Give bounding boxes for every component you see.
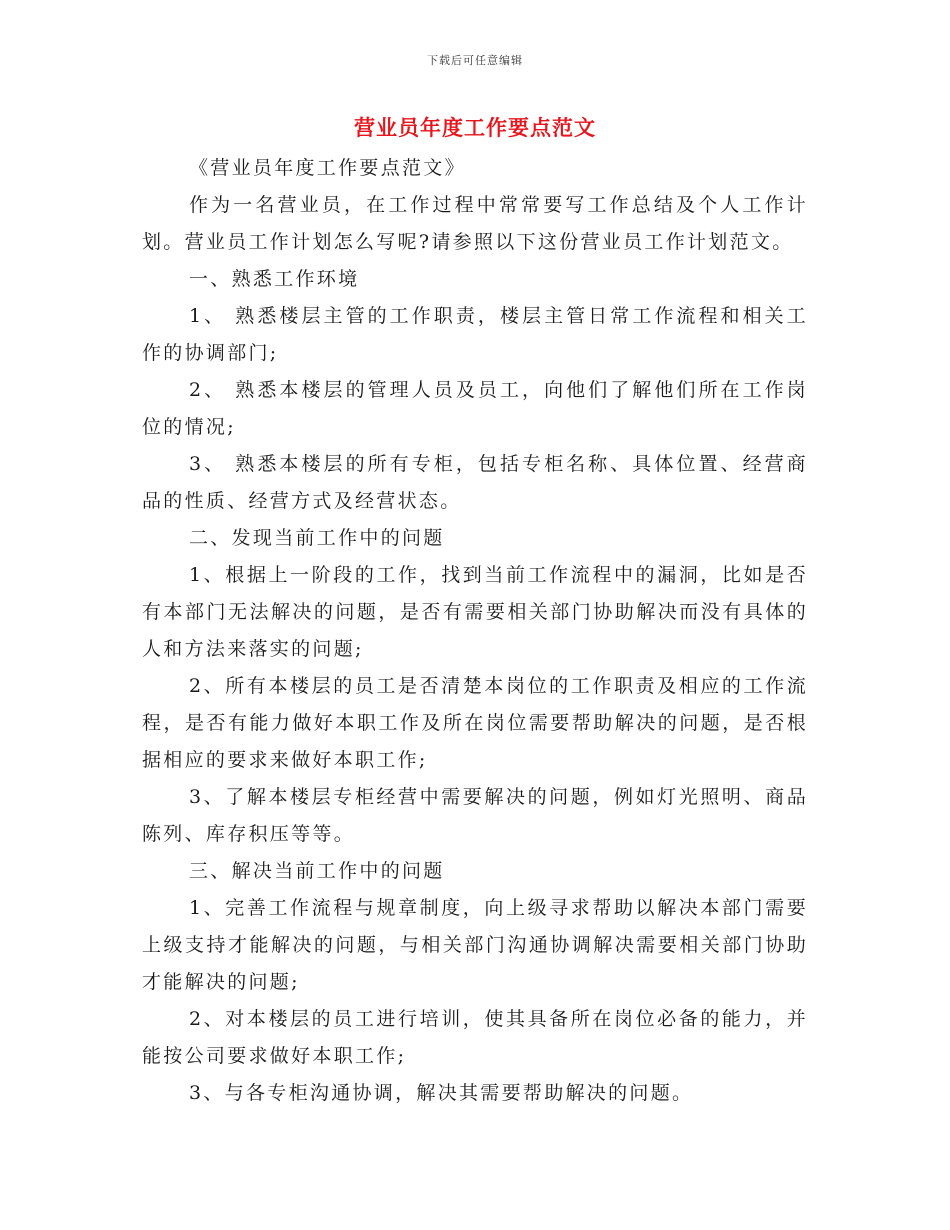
paragraph-3-2: 2、对本楼层的员工进行培训，使其具备所在岗位必备的能力，并能按公司要求做好本职工作; bbox=[142, 1008, 808, 1067]
document-body bbox=[142, 150, 808, 1112]
section-heading-1: 一、熟悉工作环境 bbox=[189, 268, 360, 290]
section-heading-2: 二、发现当前工作中的问题 bbox=[189, 527, 445, 549]
paragraph-3-1: 1、完善工作流程与规章制度，向上级寻求帮助以解决本部门需要上级支持才能解决的问题，与相关部门沟通协调解决需要相关部门协助才能解决的问题; bbox=[142, 897, 808, 993]
section-heading-3: 三、解决当前工作中的问题 bbox=[189, 860, 445, 882]
paragraph-1-1: 1、 熟悉楼层主管的工作职责，楼层主管日常工作流程和相关工作的协调部门; bbox=[142, 305, 808, 364]
paragraph-1-3: 3、 熟悉本楼层的所有专柜，包括专柜名称、具体位置、经营商品的性质、经营方式及经营状态。 bbox=[142, 453, 808, 512]
paragraph-2-2: 2、所有本楼层的员工是否清楚本岗位的工作职责及相应的工作流程，是否有能力做好本职工作及所在岗位需要帮助解决的问题，是否根据相应的要求来做好本职工作; bbox=[142, 675, 808, 771]
document-title: 营业员年度工作要点范文 bbox=[354, 115, 596, 140]
paragraph-3-3: 3、与各专柜沟通协调，解决其需要帮助解决的问题。 bbox=[189, 1082, 694, 1104]
paragraph-1-2: 2、 熟悉本楼层的管理人员及员工，向他们了解他们所在工作岗位的情况; bbox=[142, 379, 808, 438]
paragraph-intro: 作为一名营业员，在工作过程中常常要写工作总结及个人工作计划。营业员工作计划怎么写呢?请参照以下这份营业员工作计划范文。 bbox=[142, 194, 808, 253]
paragraph-source-title: 《营业员年度工作要点范文》 bbox=[189, 157, 466, 179]
paragraph-2-3: 3、了解本楼层专柜经营中需要解决的问题，例如灯光照明、商品陈列、库存积压等等。 bbox=[142, 786, 808, 845]
paragraph-2-1: 1、根据上一阶段的工作，找到当前工作流程中的漏洞，比如是否有本部门无法解决的问题，是否有需要相关部门协助解决而没有具体的人和方法来落实的问题; bbox=[142, 564, 808, 660]
header-note: 下载后可任意编辑 bbox=[427, 54, 523, 67]
